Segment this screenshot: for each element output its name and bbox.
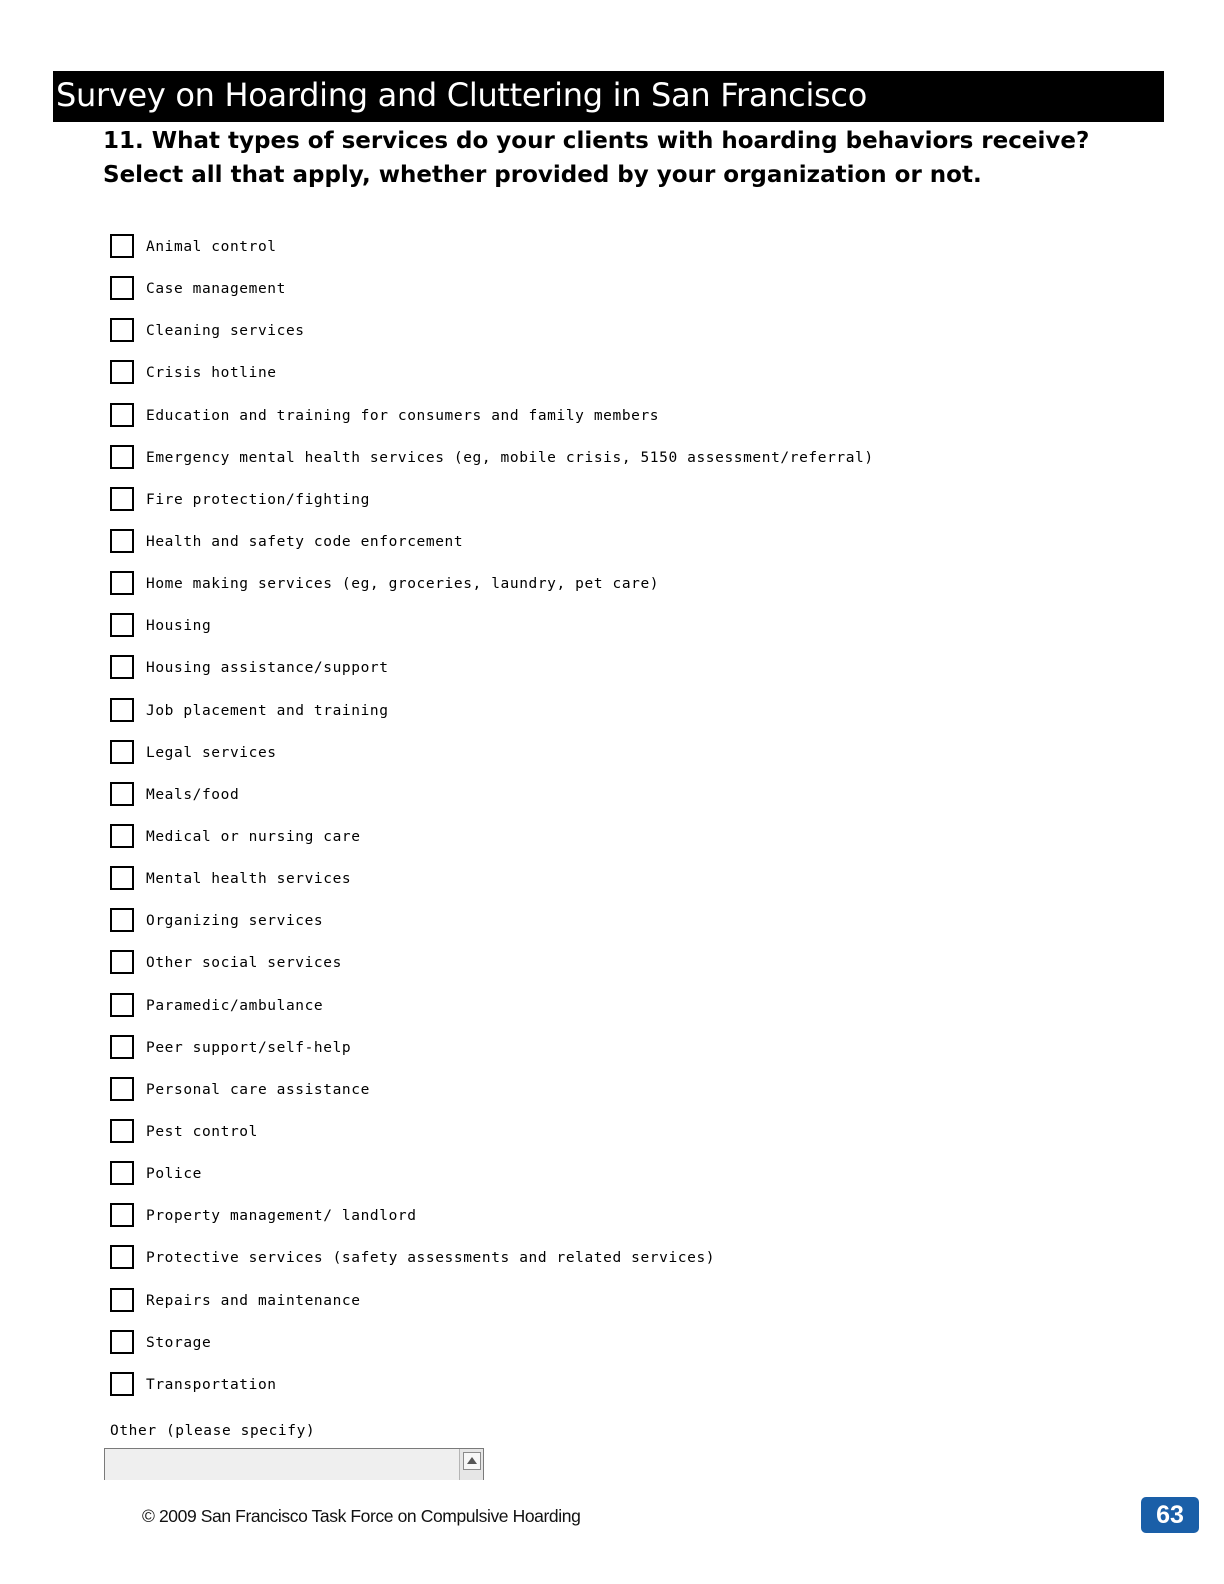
checkbox-9[interactable] [110,571,134,595]
service-option-label: Meals/food [146,786,240,803]
service-option-label: Case management [146,281,286,298]
service-option-20[interactable] [110,1035,874,1077]
service-option-label: Cleaning services [146,323,305,340]
footer-copyright: © 2009 San Francisco Task Force on Compulsive Hoarding [142,1506,581,1526]
checkbox-6[interactable] [110,445,134,469]
service-option-6[interactable] [110,445,874,487]
checkbox-1[interactable] [110,234,134,258]
service-option-11[interactable] [110,655,874,697]
service-option-label: Home making services (eg, groceries, laundry, pet care) [146,576,660,593]
survey-title: Survey on Hoarding and Cluttering in San Francisco [56,76,867,114]
page-number-badge: 63 [1141,1497,1199,1533]
service-option-label: Peer support/self-help [146,1039,352,1056]
checkbox-2[interactable] [110,276,134,300]
checkbox-23[interactable] [110,1161,134,1185]
service-option-16[interactable] [110,866,874,908]
checkbox-3[interactable] [110,318,134,342]
service-option-5[interactable] [110,403,874,445]
service-option-24[interactable] [110,1203,874,1245]
service-option-label: Paramedic/ambulance [146,997,324,1014]
service-option-label: Fire protection/fighting [146,491,370,508]
checkbox-28[interactable] [110,1372,134,1396]
survey-title-bar [53,71,1164,122]
checkbox-15[interactable] [110,824,134,848]
checkbox-26[interactable] [110,1288,134,1312]
service-option-label: Police [146,1166,202,1183]
service-option-label: Organizing services [146,913,324,930]
checkbox-10[interactable] [110,613,134,637]
checkbox-21[interactable] [110,1077,134,1101]
scroll-up-arrow-icon[interactable] [463,1452,481,1470]
checkbox-18[interactable] [110,950,134,974]
service-option-label: Storage [146,1334,212,1351]
checkbox-27[interactable] [110,1330,134,1354]
service-option-13[interactable] [110,740,874,782]
question-text: 11. What types of services do your clients with hoarding behaviors receive? Select all that apply, whether provided by your organization or not. [103,128,1090,188]
checkbox-8[interactable] [110,529,134,553]
service-option-label: Property management/ landlord [146,1208,417,1225]
service-option-1[interactable] [110,234,874,276]
service-option-label: Other social services [146,955,342,972]
service-option-22[interactable] [110,1119,874,1161]
service-option-28[interactable] [110,1372,874,1414]
service-option-label: Education and training for consumers and family members [146,407,660,424]
service-option-label: Crisis hotline [146,365,277,382]
service-option-21[interactable] [110,1077,874,1119]
checkbox-13[interactable] [110,740,134,764]
service-option-23[interactable] [110,1161,874,1203]
checkbox-4[interactable] [110,360,134,384]
service-option-label: Repairs and maintenance [146,1292,361,1309]
checkbox-11[interactable] [110,655,134,679]
checkbox-20[interactable] [110,1035,134,1059]
service-option-label: Personal care assistance [146,1081,370,1098]
other-specify-label: Other (please specify) [110,1423,316,1439]
scrollbar[interactable] [459,1449,483,1480]
checkbox-16[interactable] [110,866,134,890]
service-option-4[interactable] [110,360,874,402]
service-option-label: Emergency mental health services (eg, mobile crisis, 5150 assessment/referral) [146,449,874,466]
service-option-label: Housing [146,618,212,635]
checkbox-17[interactable] [110,908,134,932]
checkbox-24[interactable] [110,1203,134,1227]
service-option-15[interactable] [110,824,874,866]
service-option-label: Health and safety code enforcement [146,533,464,550]
service-option-label: Mental health services [146,871,352,888]
service-option-label: Job placement and training [146,702,389,719]
service-option-label: Pest control [146,1123,258,1140]
service-option-18[interactable] [110,950,874,992]
service-option-19[interactable] [110,993,874,1035]
service-option-12[interactable] [110,698,874,740]
checkbox-12[interactable] [110,698,134,722]
checkbox-25[interactable] [110,1245,134,1269]
service-option-label: Transportation [146,1376,277,1393]
service-option-2[interactable] [110,276,874,318]
other-specify-textarea[interactable] [104,1448,484,1480]
service-option-label: Protective services (safety assessments and related services) [146,1250,716,1267]
service-option-26[interactable] [110,1288,874,1330]
service-option-label: Animal control [146,239,277,255]
checkbox-5[interactable] [110,403,134,427]
service-option-10[interactable] [110,613,874,655]
checkbox-19[interactable] [110,993,134,1017]
service-option-25[interactable] [110,1245,874,1287]
service-option-7[interactable] [110,487,874,529]
service-option-3[interactable] [110,318,874,360]
service-option-14[interactable] [110,782,874,824]
service-option-17[interactable] [110,908,874,950]
checkbox-7[interactable] [110,487,134,511]
checkbox-14[interactable] [110,782,134,806]
service-options-list [110,234,874,1414]
checkbox-22[interactable] [110,1119,134,1143]
service-option-8[interactable] [110,529,874,571]
service-option-9[interactable] [110,571,874,613]
service-option-label: Housing assistance/support [146,660,389,677]
service-option-label: Medical or nursing care [146,828,361,845]
service-option-27[interactable] [110,1330,874,1372]
service-option-label: Legal services [146,744,277,761]
